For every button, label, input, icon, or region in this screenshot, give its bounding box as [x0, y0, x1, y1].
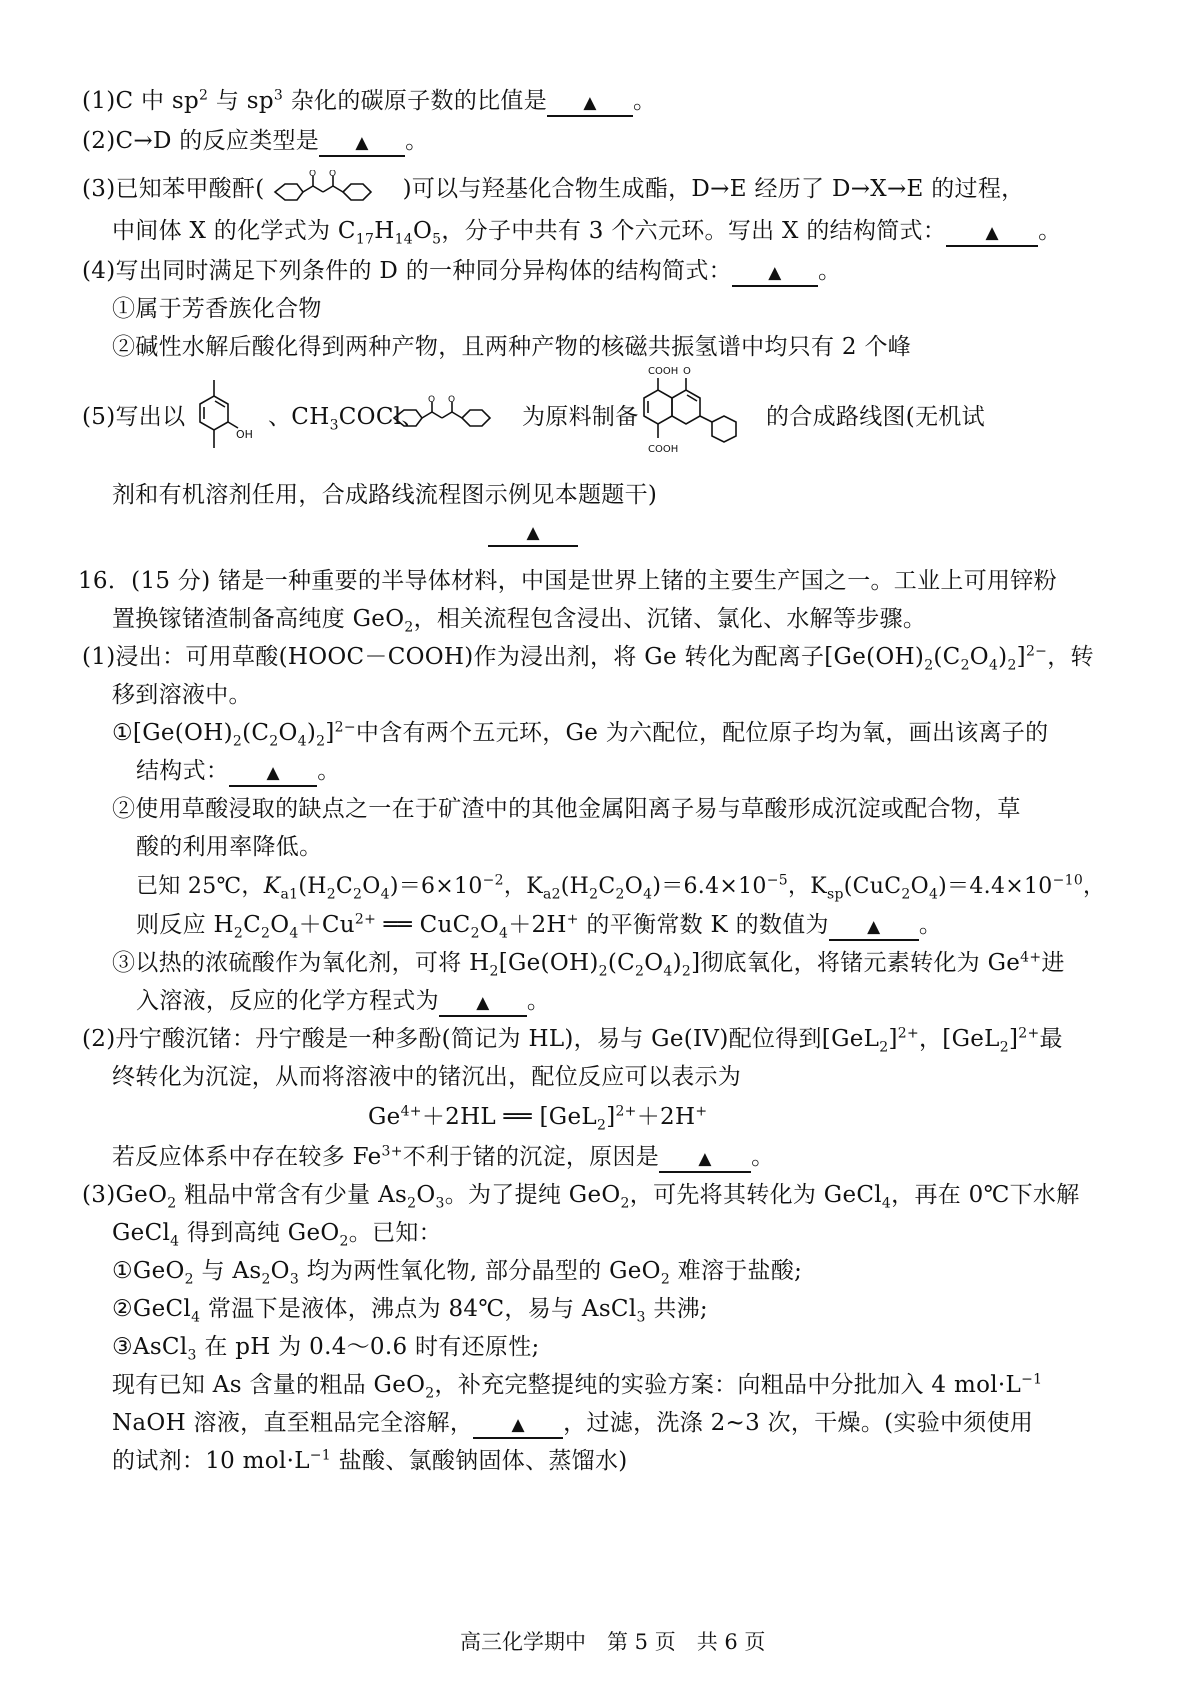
q16-part3-line2: GeCl$_4$ 得到高纯 GeO$_2$。已知：	[112, 1220, 442, 1250]
carbonyl-oxygen-label: O	[428, 395, 436, 405]
carbonyl-oxygen-label: O	[328, 170, 336, 179]
cooh-label: COOH	[648, 444, 679, 455]
q16-part2-line4: 若反应体系中存在较多 $Fe^{3+}$不利于锗的沉淀，原因是 ▲ 。	[112, 1142, 774, 1173]
answer-blank-synthesis[interactable]: ▲	[488, 516, 578, 547]
q15-part3-line2: 中间体 X 的化学式为 $C_{17}H_{14}O_5$，分子中共有 3 个六元环。写出 X 的结构简式： ▲ 。	[112, 218, 1062, 248]
q16-part3: (3)GeO$_2$ 粗品中常含有少量 $As_2O_3$。为了提纯 GeO$_2$，可先将其转化为 GeCl$_4$，再在 0℃下水解	[82, 1182, 1080, 1212]
hydroxyl-label: OH	[236, 428, 253, 441]
benzoic-anhydride-structure	[265, 170, 403, 210]
q16-part1b-line2: 酸的利用率降低。	[136, 834, 323, 860]
q15-part4-condition1: ①属于芳香族化合物	[112, 296, 322, 322]
q15-part1: (1)C 中 $sp^2$ 与 $sp^3$ 杂化的碳原子数的比值是 ▲ 。	[82, 86, 656, 117]
q16-header-line2: 置换镓锗渣制备高纯度 GeO$_2$，相关流程包含浸出、沉锗、氯化、水解等步骤。	[112, 606, 927, 636]
answer-blank[interactable]: ▲	[732, 259, 818, 287]
answer-blank[interactable]: ▲	[659, 1145, 751, 1173]
q16-part2-equation: $Ge^{4+}+2HL$ ══ $[GeL_2]^{2+}+2H^+$	[368, 1103, 708, 1134]
q16-part1a: $①[Ge(OH)_2(C_2O_4)_2]^{2-}$中含有两个五元环，Ge 为六配位，配位原子均为氧，画出该离子的	[112, 719, 1049, 750]
answer-blank[interactable]: ▲	[319, 129, 405, 157]
q16-part1b: ②使用草酸浸取的缺点之一在于矿渣中的其他金属阳离子易与草酸形成沉淀或配合物，草	[112, 796, 1021, 822]
q15-part4-condition2: ②碱性水解后酸化得到两种产物，且两种产物的核磁共振氢谱中均只有 2 个峰	[112, 334, 912, 360]
q15-part5-line2: 剂和有机溶剂任用，合成路线流程图示例见本题题干)	[112, 482, 658, 508]
q16-part1-line2: 移到溶液中。	[112, 682, 252, 708]
page-footer: 高三化学期中 第 5 页 共 6 页	[460, 1630, 766, 1654]
q16-part1b-reaction: 则反应 $H_2C_2O_4+Cu^{2+}$ ══ $CuC_2O_4+2H^+$ 的平衡常数 K 的数值为 ▲ 。	[136, 911, 943, 942]
answer-blank[interactable]: ▲	[439, 989, 527, 1017]
q16-part1c-line2: 入溶液，反应的化学方程式为 ▲ 。	[136, 986, 550, 1017]
dimethylphenol-structure	[178, 372, 268, 468]
q16-part2: (2)丹宁酸沉锗：丹宁酸是一种多酚(简记为 HL)，易与 Ge(IV)配位得到$[GeL_2]^{2+}$，$[GeL_2]^{2+}$最	[82, 1025, 1063, 1056]
q16-part1b-constants: 已知 25℃，$K_{a1}(H_2C_2O_4)=6\times 10^{-2}$，$K_{a2}(H_2C_2O_4)=6.4\times 10^{-5}$，$K_{sp}(CuC_2O_4)=4.4\times 10^{-10}$，	[136, 872, 1106, 903]
ketone-oxygen-label: O	[683, 366, 691, 377]
flavone-dicarboxylic-acid-structure	[632, 358, 772, 466]
answer-blank[interactable]: ▲	[946, 219, 1038, 247]
q16-part3-known1: ①GeO$_2$ 与 $As_2O_3$ 均为两性氧化物, 部分晶型的 GeO$_2$ 难溶于盐酸;	[112, 1258, 803, 1288]
answer-blank[interactable]: ▲	[547, 89, 633, 117]
q16-part1: (1)浸出：可用草酸(HOOC－COOH)作为浸出剂，将 Ge 转化为配离子$[Ge(OH)_2(C_2O_4)_2]^{2-}$，转	[82, 643, 1094, 674]
q15-part5-mid: 为原料制备	[522, 404, 639, 430]
q16-part3-line7: NaOH 溶液，直至粗品完全溶解， ▲ ，过滤，洗涤 2~3 次，干燥。(实验中须使用	[112, 1408, 1033, 1439]
q16-header: 16．(15 分) 锗是一种重要的半导体材料，中国是世界上锗的主要生产国之一。工业上可用锌粉	[78, 568, 1057, 594]
benzoic-anhydride-structure-2	[388, 394, 520, 436]
q15-part4: (4)写出同时满足下列条件的 D 的一种同分异构体的结构简式： ▲ 。	[82, 256, 841, 287]
answer-blank[interactable]: ▲	[473, 1411, 563, 1439]
q15-part3: (3)已知苯甲酸酐( O O )可以与羟基化合物生成酯，D→E 经历了 D→X→E 的过程，	[82, 170, 1024, 210]
q15-part5-post: 的合成路线图(无机试	[766, 404, 985, 430]
carbonyl-oxygen-label: O	[448, 395, 456, 405]
q16-part2-line2: 终转化为沉淀，从而将溶液中的锗沉出，配位反应可以表示为	[112, 1064, 742, 1090]
q16-part3-known3: ③AsCl$_3$ 在 pH 为 0.4～0.6 时有还原性;	[112, 1334, 540, 1364]
cooh-label: COOH	[648, 366, 679, 377]
q15-part5-reagent: 、$CH_3COCl$、	[268, 404, 425, 434]
q16-part1c: ③以热的浓硫酸作为氧化剂，可将 $H_2[Ge(OH)_2(C_2O_4)_2]$彻底氧化，将锗元素转化为 $Ge^{4+}$进	[112, 949, 1065, 980]
carbonyl-oxygen-label: O	[308, 170, 316, 179]
q16-part3-known2: ②GeCl$_4$ 常温下是液体，沸点为 84℃，易与 AsCl$_3$ 共沸;	[112, 1296, 708, 1326]
answer-blank[interactable]: ▲	[829, 913, 919, 941]
q16-part3-line6: 现有已知 As 含量的粗品 GeO$_2$，补充完整提纯的实验方案：向粗品中分批加入 4 $mol\cdot L^{-1}$	[112, 1371, 1043, 1402]
answer-blank[interactable]: ▲	[229, 759, 317, 787]
q15-part2: (2)C→D 的反应类型是 ▲ 。	[82, 126, 428, 157]
q15-part5-label: (5)写出以	[82, 404, 186, 430]
q16-part1a-line2: 结构式： ▲ 。	[136, 756, 341, 787]
q16-part3-line8: 的试剂：10 $mol\cdot L^{-1}$ 盐酸、氯酸钠固体、蒸馏水)	[112, 1447, 628, 1474]
